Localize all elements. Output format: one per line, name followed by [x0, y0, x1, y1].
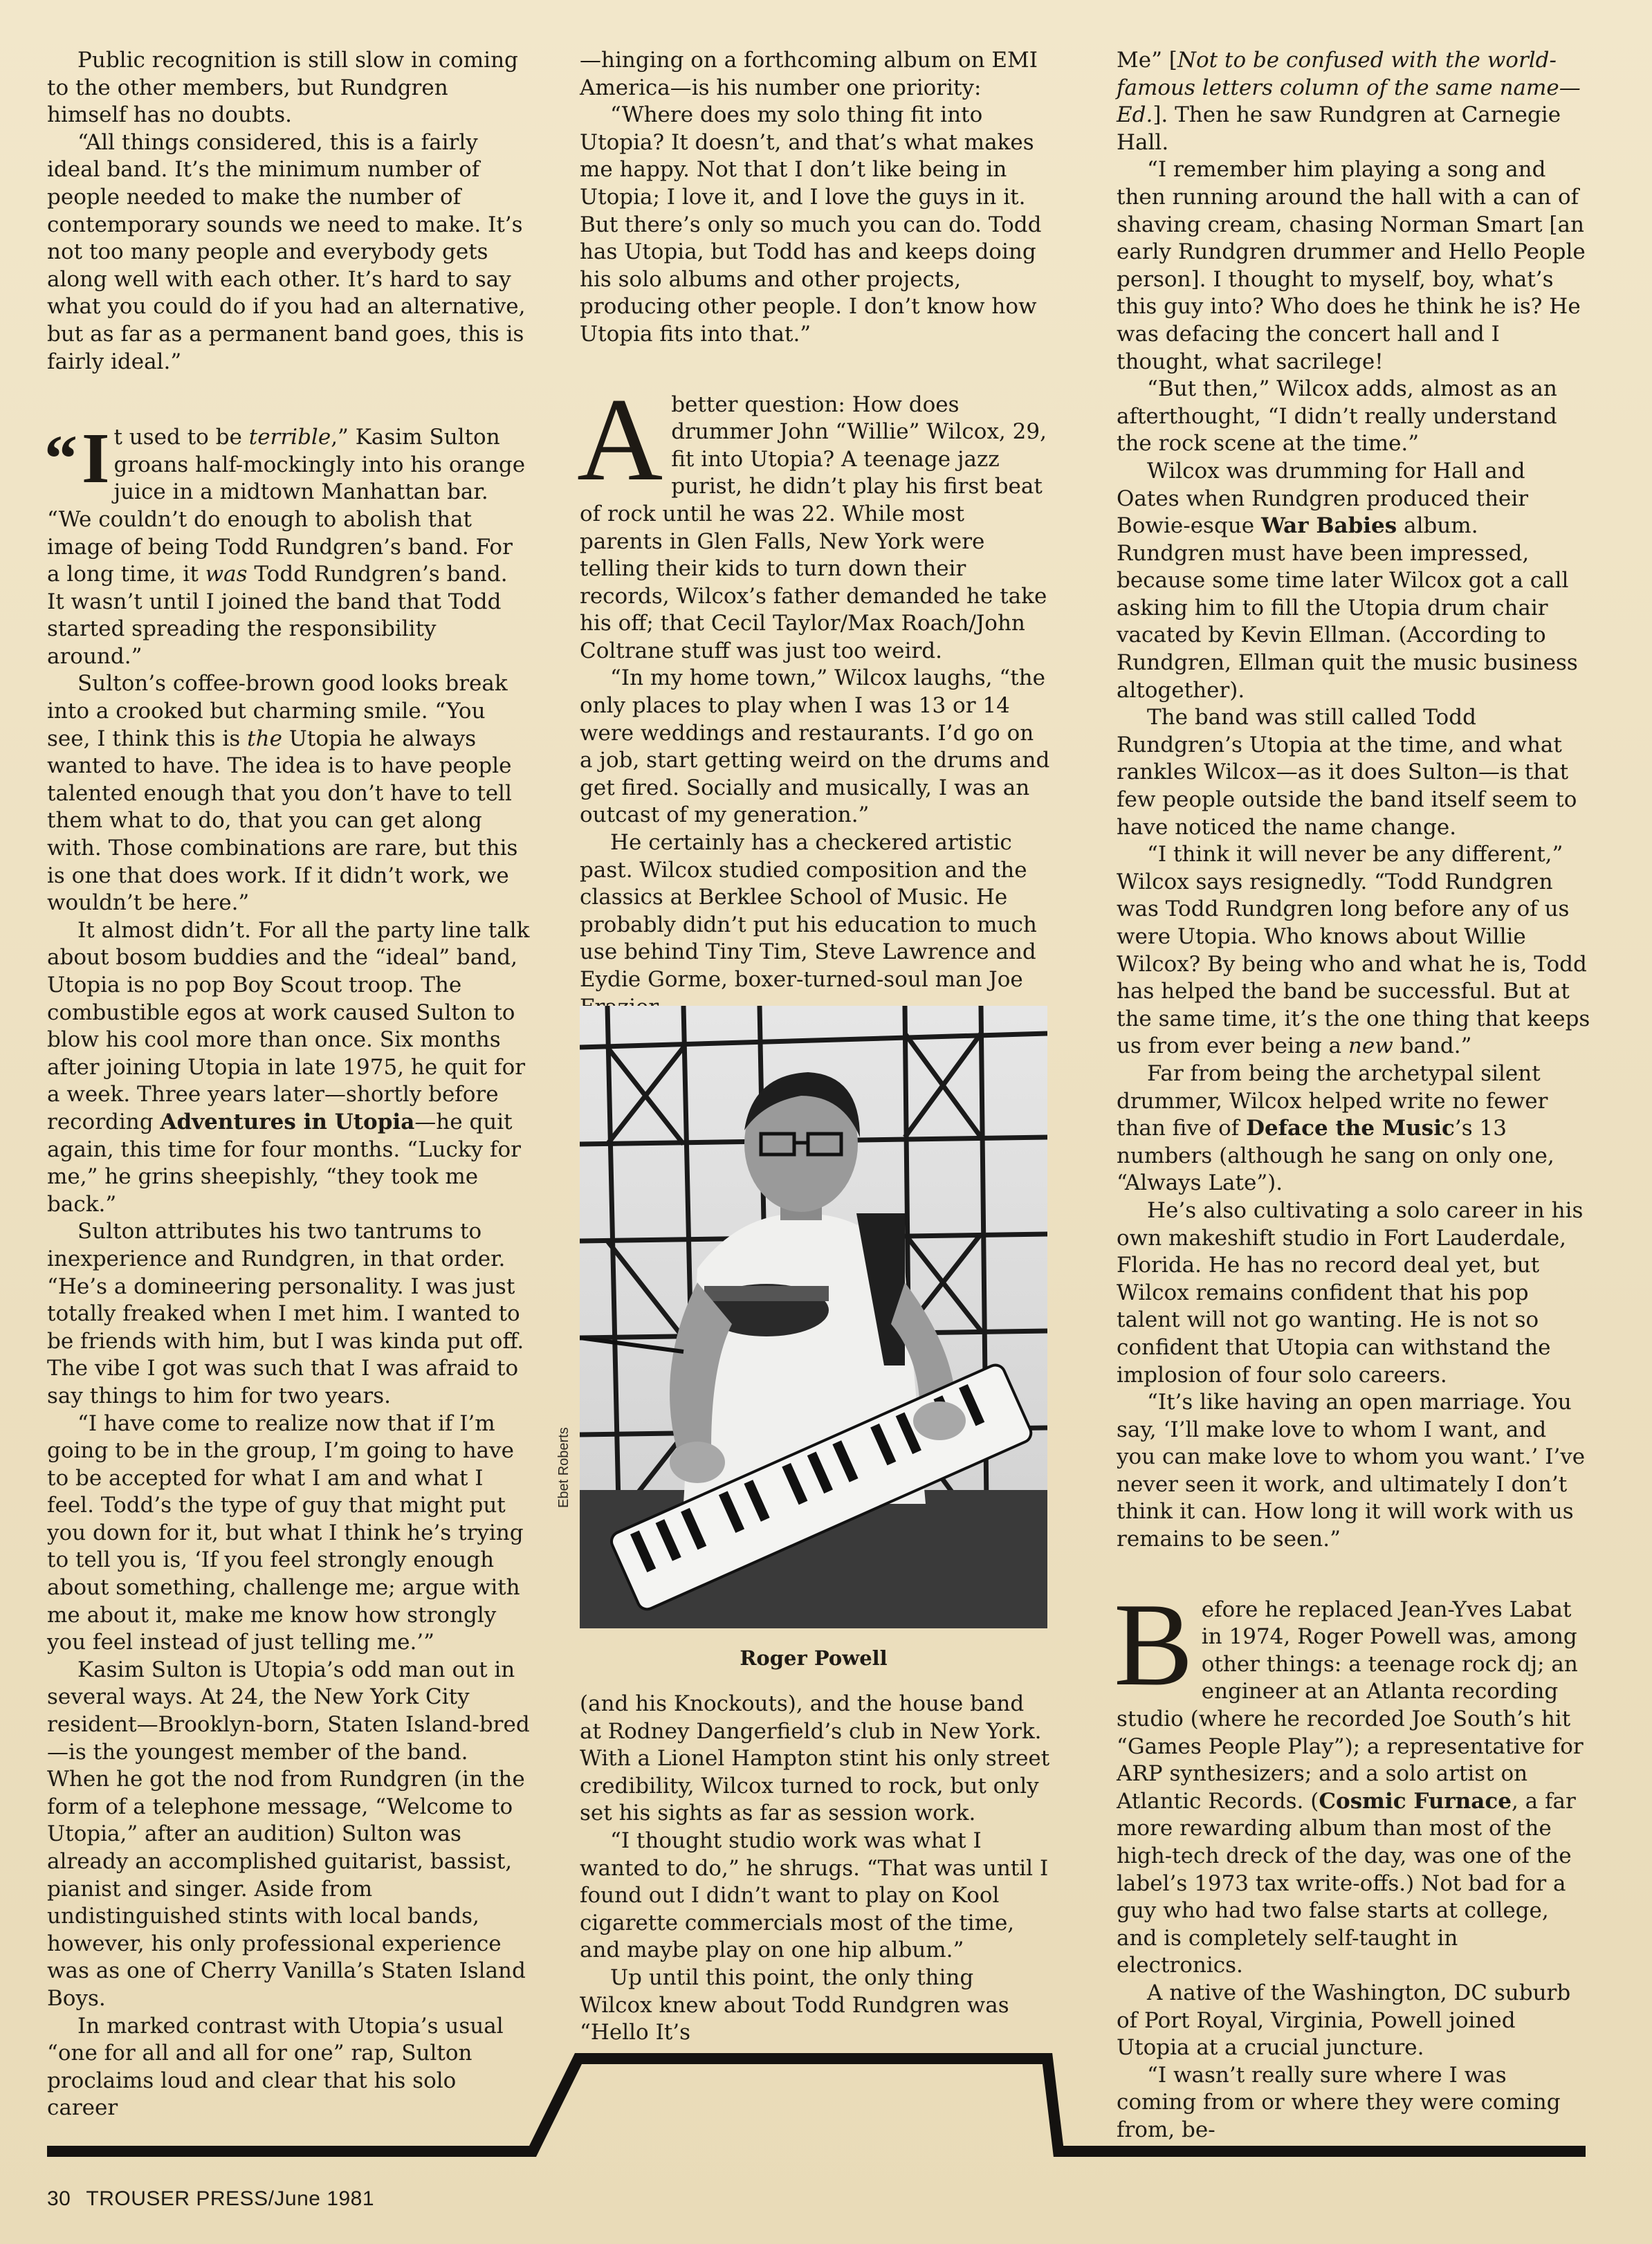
paragraph: “I thought studio work was what I wanted to do,” he shrugs. “That was until I found out I didn’t want to play on Kool cigarette commercials most of the time, and maybe play on one hip album.” — [580, 1828, 1049, 1963]
drop-cap: A — [577, 374, 663, 506]
paragraph: “I wasn’t really sure where I was coming from or where they were coming from, be- — [1117, 2062, 1561, 2142]
column-1 — [44, 47, 531, 2122]
paragraph: Public recognition is still slow in coming to the other members, but Rundgren himself has no doubts. — [47, 48, 518, 128]
paragraph: A better question: How does drummer John “Willie” Wilcox, 29, fit into Utopia? A teenage jazz purist, he didn’t play his first beat of rock until he was 22. While most parents in Glen Falls, New York were telling their kids to turn down their records, Wilcox’s father demanded he take his off; that Cecil Taylor/Max Roach/John Coltrane stuff was just too weird. — [577, 374, 1047, 663]
paragraph: He certainly has a checkered artistic past. Wilcox studied composition and the classics at Berklee School of Music. He probably didn’t put his education to much use behind Tiny Tim, Steve Lawrence and Eydie Gorme, boxer-turned-soul man Joe — [580, 830, 1037, 992]
paragraph: (and his Knockouts), and the house band at Rodney Dangerfield’s club in New York. With a Lionel Hampton stint his only street credibility, Wilcox turned to rock, but only set his sights as far as session work. — [580, 1691, 1050, 1826]
paragraph: “I t used to be terrible,” Kasim Sulton groans half-mockingly into his orange juice in a midtown Manhattan bar. “We couldn’t do enough to abolish that image of being Todd Rundgren’s band. For a long time, it was Todd Rundgren’s band. It wasn’t until I joined the band that Todd started spreading the responsibility around.” — [44, 419, 526, 669]
paragraph: It almost didn’t. For all the party line talk about bosom buddies and the “ideal” band, Utopia is no pop Boy Scout troop. The combustible egos at work caused Sulton to blow his cool more than once. Six months after joining Utopia in late 1975, he quit for a week. Three years later—shortly before recording Adventures in Utopia—he quit again, this time for four months. “Lucky for me,” he grins sheepishly, “they took me back.” — [47, 917, 530, 1217]
page-number: 30 — [47, 2187, 71, 2210]
paragraph: —hinging on a forthcoming album on EMI America—is his number one priority: — [580, 48, 1038, 100]
paragraph: Wilcox was drumming for Hall and Oates when Rundgren produced their Bowie-esque War Babies album. Rundgren must have been impressed, because some time later Wilcox got a call asking him to fill the Utopia drum chair vacated by Kevin Ellman. (According to Rundgren, Ellman quit the music business altogether). — [1117, 458, 1578, 703]
paragraph: “Where does my solo thing fit into Utopia? It doesn’t, and that’s what makes me happy. Not that I don’t like being in Utopia; I love it, and I love the guys in it. But there’s only so much you can do. Todd has Utopia, but Todd has and keeps doing his solo albums and other projects, producing other people. I don’t know how Utopia fits into that.” — [580, 102, 1042, 347]
paragraph: The band was still called Todd Rundgren’s Utopia at the time, and what rankles Wilcox—as it does Sulton—is that few people outside the band itself seem to have noticed the name change. — [1117, 705, 1577, 840]
paragraph: “All things considered, this is a fairly ideal band. It’s the minimum number of people needed to make the number of contemporary sounds we need to make. It’s not too many people and everybody gets along well with each other. It’s hard to say what you could do if you had an alternative, but as far as a permanent band goes, this is fairly ideal.” — [47, 129, 526, 374]
paragraph: Kasim Sulton is Utopia’s odd man out in several ways. At 24, the New York City resident—Brooklyn-born, Staten Island-bred—is the youngest member of the band. When he got the nod from Rundgren (in the form of a telephone message, “Welcome to Utopia,” after an audition) Sulton was already an accomplished guitarist, bassist, pianist and singer. Aside from undistinguished stints with local bands, however, his only professional experience was as one of Cherry Vanilla’s Staten Island Boys. — [47, 1657, 530, 2011]
paragraph: “But then,” Wilcox adds, almost as an afterthought, “I didn’t really understand the rock scene at the time.” — [1117, 376, 1557, 457]
drop-cap: “I — [44, 419, 110, 499]
paragraph: He’s also cultivating a solo career in his own makeshift studio in Fort Lauderdale, Florida. He has no record deal yet, but Wilcox remains confident that his pop talent will not go wanting. He is not so confident that Utopia can withstand the implosion of four solo careers. — [1117, 1197, 1584, 1388]
paragraph: Sulton attributes his two tantrums to inexperience and Rundgren, in that order. “He’s a domineering personality. I was just totally freaked when I met him. I wanted to be friends with him, but I was kinda put off. The vibe I got was such that I was afraid to say things to him for two years. — [47, 1219, 524, 1408]
paragraph: Up until this point, the only thing Wilcox knew about Todd Rundgren was “Hello It’s — [580, 1965, 1009, 2045]
paragraph: “It’s like having an open marriage. You say, ‘I’ll make love to whom I want, and you can make love to whom you want.’ I’ve never seen it work, and ultimately I don’t think it can. How long it will work with us remains to be seen.” — [1117, 1390, 1586, 1552]
column-2 — [577, 47, 1050, 1021]
column-2-continued — [580, 1691, 1050, 2047]
paragraph: Far from being the archetypal silent drummer, Wilcox helped write no fewer than five of Deface the Music’s 13 numbers (although he sang on only one, “Always Late”). — [1117, 1060, 1554, 1196]
paragraph: Me” [Not to be confused with the world-famous letters column of the same name—Ed.]. Then he saw Rundgren at Carnegie Hall. — [1117, 48, 1581, 155]
column-3 — [1114, 47, 1591, 2144]
spacer — [47, 376, 531, 424]
photo-caption: Roger Powell — [740, 1646, 888, 1670]
paragraph: Sulton’s coffee-brown good looks break into a crooked but charming smile. “You see, I think this is the Utopia he always wanted to have. The idea is to have people talented enough that you don’t have to tell them what to do, that you can get along with. Those combinations are rare, but this is one that does work. If it didn’t work, we wouldn’t be here.” — [47, 671, 518, 916]
paragraph: A native of the Washington, DC suburb of Port Royal, Virginia, Powell joined Utopia at a crucial juncture. — [1117, 1980, 1571, 2061]
paragraph: In marked contrast with Utopia’s usual “one for all and all for one” rap, Sulton proclaims loud and clear that his solo career — [47, 2013, 504, 2121]
paragraph: “I remember him playing a song and then running around the hall with a can of shaving cream, chasing Norman Smart [an early Rundgren drummer and Hello People person]. I thought to myself, boy, what’s this guy into? Who does he think he is? He was defacing the concert hall and I thought, what sacrilege! — [1117, 157, 1586, 374]
keyboardist-photo-illustration — [580, 1006, 1047, 1628]
page-footer — [47, 2187, 389, 2211]
concert-photo — [580, 1006, 1047, 1628]
drop-cap: B — [1114, 1579, 1193, 1711]
paragraph: “I think it will never be any different,” Wilcox says resignedly. “Todd Rundgren was Todd Rundgren long before any of us were Utopia. Who knows about Willie Wilcox? By being who and what he is, Todd has helped the band be successful. But at the same time, it’s the one thing that keeps us from ever being a new band.” — [1117, 842, 1590, 1059]
paragraph: “In my home town,” Wilcox laughs, “the only places to play when I was 13 or 14 were weddings and restaurants. I’d go on a job, start getting weird on the drums and get fired. Socially and musically, I was an outcast of my generation.” — [580, 665, 1050, 828]
paragraph: “I have come to realize now that if I’m going to be in the group, I’m going to have to be accepted for what I am and what I feel. Todd’s the type of guy that might put you down for it, but what I think he’s trying to tell you is, ‘If you feel strongly enough about something, challenge me; argue with me about it, make me know how strongly you feel instead of just telling me.’” — [47, 1410, 524, 1655]
magazine-issue: TROUSER PRESS/June 1981 — [86, 2187, 375, 2210]
photo-credit: Ebet Roberts — [556, 1427, 571, 1508]
paragraph: Before he replaced Jean-Yves Labat in 1974, Roger Powell was, among other things: a teenage rock dj; an engineer at an Atlanta recording studio (where he recorded Joe South’s hit “Games People Play”); a representative for ARP synthesizers; and a solo artist on Atlantic Records. (Cosmic Furnace, a far more rewarding album than most of the high-tech dreck of the day, was one of the label’s 1973 tax write-offs.) Not bad for a guy who had two false starts at college, and is completely self-taught in electronics. — [1114, 1579, 1584, 1978]
